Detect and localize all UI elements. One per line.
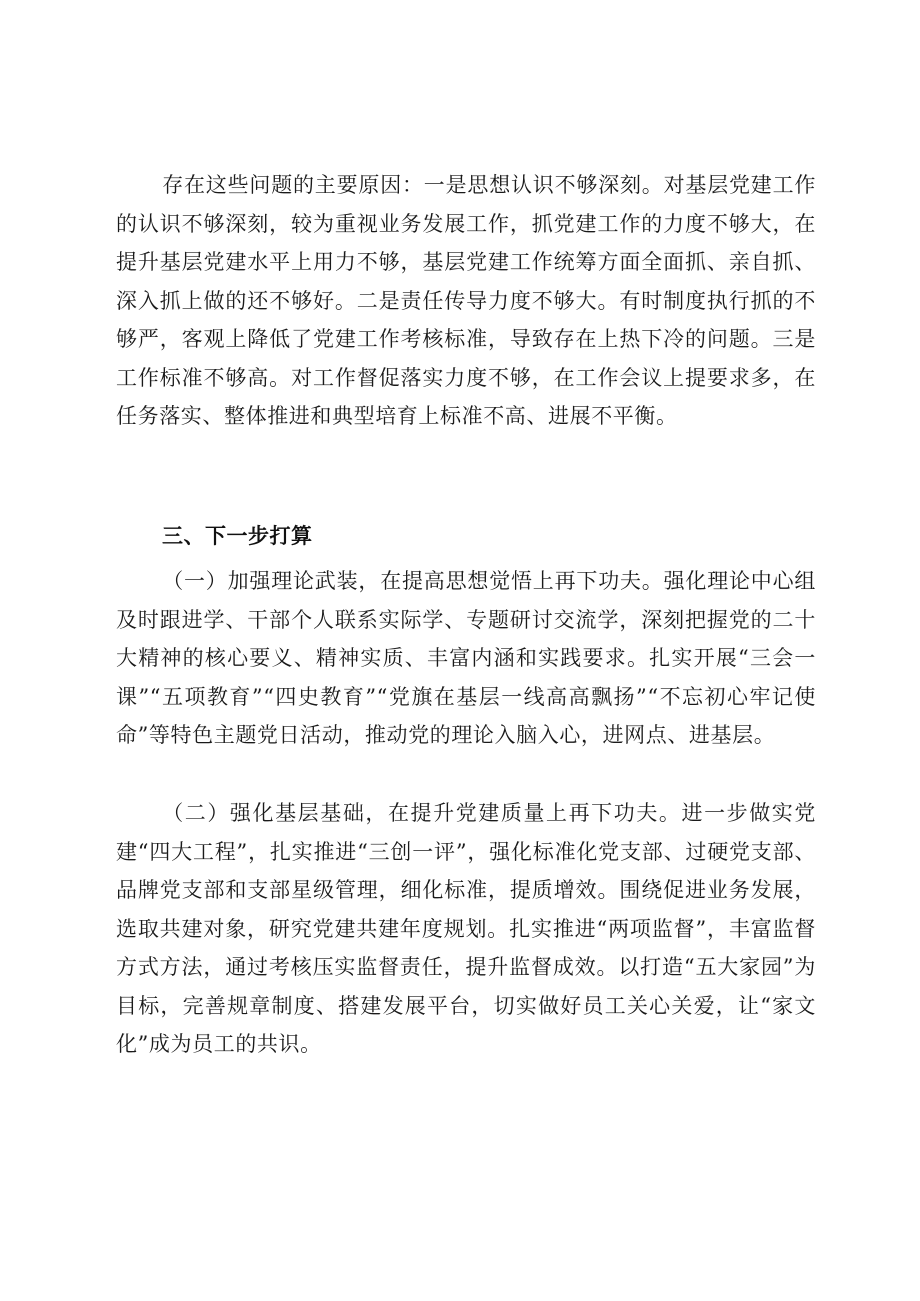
paragraph-text: 存在这些问题的主要原因：一是思想认识不够深刻。对基层党建工作的认识不够深刻，较为重视业务发展工作，抓党建工作的力度不够大，在提升基层党建水平上用力不够，基层党建工作统筹方面全面抓、亲自抓、深入抓上做的还不够好。二是责任传导力度不够大。有时制度执行抓的不够严，客观上降低了党建工作考核标准，导致存在上热下冷的问题。三是工作标准不够高。对工作督促落实力度不够，在工作会议上提要求多，在任务落实、整体推进和典型培育上标准不高、进展不平衡。	[116, 173, 816, 428]
paragraph-text: （二）强化基层基础，在提升党建质量上再下功夫。进一步做实党建“四大工程”，扎实推进“三创一评”，强化标准化党支部、过硬党支部、品牌党支部和支部星级管理，细化标准，提质增效。围绕促进业务发展，选取共建对象，研究党建共建年度规划。扎实推进“两项监督”，丰富监督方式方法，通过考核压实监督责任，提升监督成效。以打造“五大家园”为目标，完善规章制度、搭建发展平台，切实做好员工关心关爱，让“家文化”成为员工的共识。	[116, 801, 816, 1056]
paragraph-main-causes	[116, 166, 816, 436]
paragraph-text: （一）加强理论武装，在提高思想觉悟上再下功夫。强化理论中心组及时跟进学、干部个人联系实际学、专题研讨交流学，深刻把握党的二十大精神的核心要义、精神实质、丰富内涵和实践要求。扎实开展“三会一课”“五项教育”“四史教育”“党旗在基层一线高高飘扬”“不忘初心牢记使命”等特色主题党日活动，推动党的理论入脑入心，进网点、进基层。	[116, 569, 816, 747]
paragraph-theory-study	[116, 562, 816, 755]
paragraph-grassroots-foundation	[116, 794, 816, 1064]
section-heading-next-steps: 三、下一步打算	[162, 524, 313, 548]
